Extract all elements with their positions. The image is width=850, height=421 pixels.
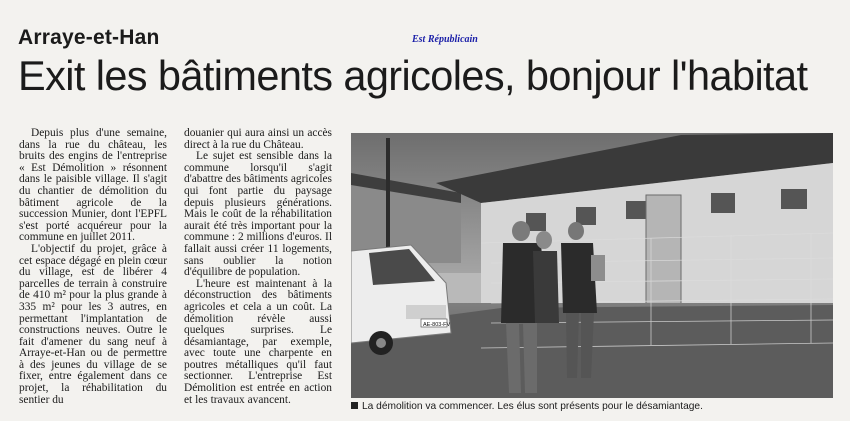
source-label: Est Républicain — [412, 34, 478, 45]
article-column-1 — [19, 128, 167, 406]
paragraph: L'heure est maintenant à la déconstruction des bâtiments agricoles et cela a un coût. La démolition révèle aussi quelques surprises. Le désamiantage, par exemple, avec toute une charpente en poutres métalliques qu'il faut sectionner. L'entreprise Est Démolition est entrée en action et les travaux avancent. — [184, 277, 332, 406]
caption-square-icon — [351, 402, 358, 409]
article-column-2 — [184, 128, 332, 406]
paragraph: Depuis plus d'une semaine, dans la rue du château, les bruits des engins de l'entreprise « Est Démolition » résonnent dans le paisible village. Il s'agit du chantier de démolition du bâtiment agricole de la succession Munier, dont l'EPFL s'est porté acquéreur pour la commune en juillet 2011. — [19, 127, 167, 244]
article-kicker: Arraye-et-Han — [18, 26, 160, 49]
license-plate: AE-803-FV — [423, 322, 451, 328]
adjacent-article-bleed — [220, 0, 740, 30]
article-headline: Exit les bâtiments agricoles, bonjour l'habitat — [18, 52, 808, 99]
caption-text: La démolition va commencer. Les élus sont présents pour le désamiantage. — [362, 401, 703, 412]
paragraph: Le sujet est sensible dans la commune lorsqu'il s'agit d'abattre des bâtiments agricoles qui font partie du paysage depuis plusieurs générations. Mais le coût de la réhabilitation aurait été très important pour la commune : 2 millions d'euros. Il fallait aussi créer 11 logements, sans oublier la notion d'équilibre de population. — [184, 150, 332, 279]
article-photo — [351, 133, 833, 398]
paragraph: douanier qui aura ainsi un accès direct à la rue du Château. — [184, 127, 332, 151]
paragraph: L'objectif du projet, grâce à cet espace dégagé en plein cœur du village, est de libérer 4 parcelles de terrain à construire de 410 m² pour la plus grande à 335 m² pour les 3 autres, en permettant l'implantation de constructions neuves. Outre le fait d'amener du sang neuf à Arraye-et-Han ou de permettre à des jeunes du village de se fixer, entre également dans ce projet, la réhabilitation du sentier du — [19, 242, 167, 406]
photo-caption — [351, 401, 833, 412]
